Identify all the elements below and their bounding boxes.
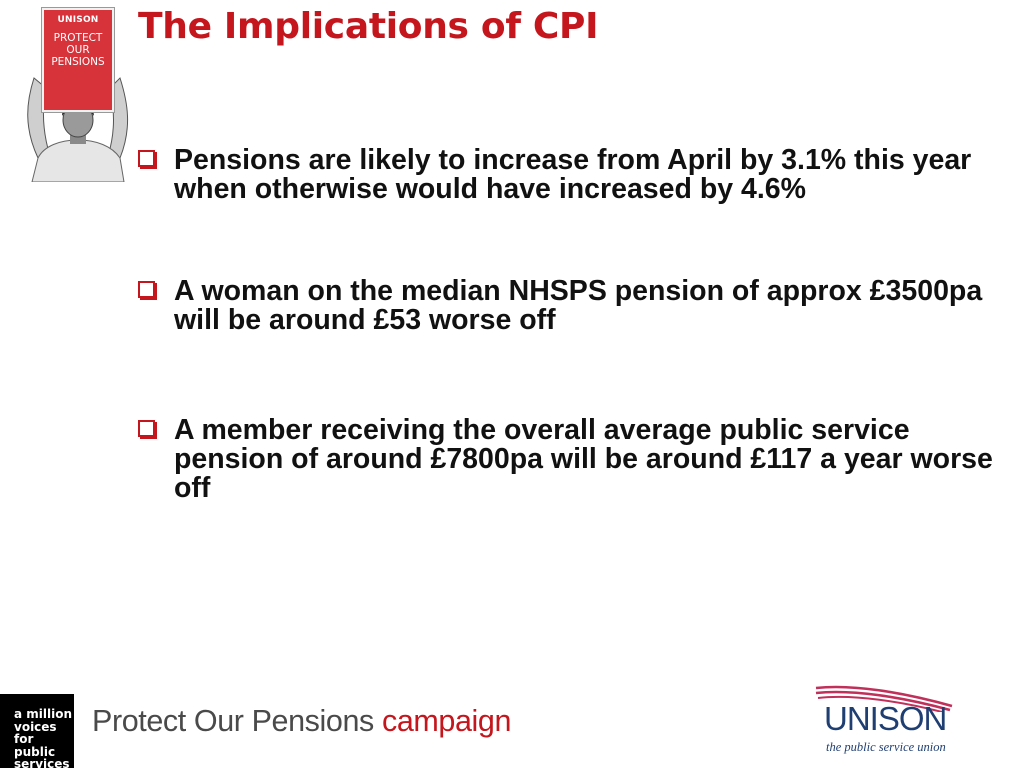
placard-line-protect: PROTECT xyxy=(53,32,103,44)
slide-title: The Implications of CPI xyxy=(138,6,599,47)
bullet-item xyxy=(136,146,996,204)
campaign-accent-text: campaign xyxy=(381,704,512,738)
badge-line: public xyxy=(14,744,56,759)
protest-placard xyxy=(42,8,114,112)
badge-line: for xyxy=(14,732,34,746)
checkbox-bullet-icon xyxy=(138,150,155,167)
checkbox-bullet-icon xyxy=(138,281,155,298)
unison-tagline: the public service union xyxy=(826,740,946,754)
unison-wordmark: UNISON xyxy=(824,700,947,737)
bullet-text: A member receiving the overall average public service pension of around £7800pa will be around £117 a year worse off xyxy=(174,414,993,504)
protester-image xyxy=(20,8,136,182)
million-voices-badge xyxy=(0,694,74,771)
campaign-main-text: Protect Our Pensions xyxy=(92,704,374,738)
placard-line-our: OUR xyxy=(66,44,90,56)
badge-line: voices xyxy=(14,719,57,734)
placard-brand: UNISON xyxy=(57,15,99,25)
badge-line: services xyxy=(14,757,70,771)
bullet-item xyxy=(136,416,996,503)
bullet-item xyxy=(136,277,996,335)
bullet-text: Pensions are likely to increase from April by 3.1% this year when otherwise would have increased by 4.6% xyxy=(174,144,972,205)
bullet-text: A woman on the median NHSPS pension of approx £3500pa will be around £53 worse off xyxy=(174,275,983,336)
badge-line: a million xyxy=(14,707,73,721)
checkbox-bullet-icon xyxy=(138,420,155,437)
campaign-banner xyxy=(92,704,511,739)
unison-logo xyxy=(812,682,972,762)
placard-line-pensions: PENSIONS xyxy=(51,56,105,68)
